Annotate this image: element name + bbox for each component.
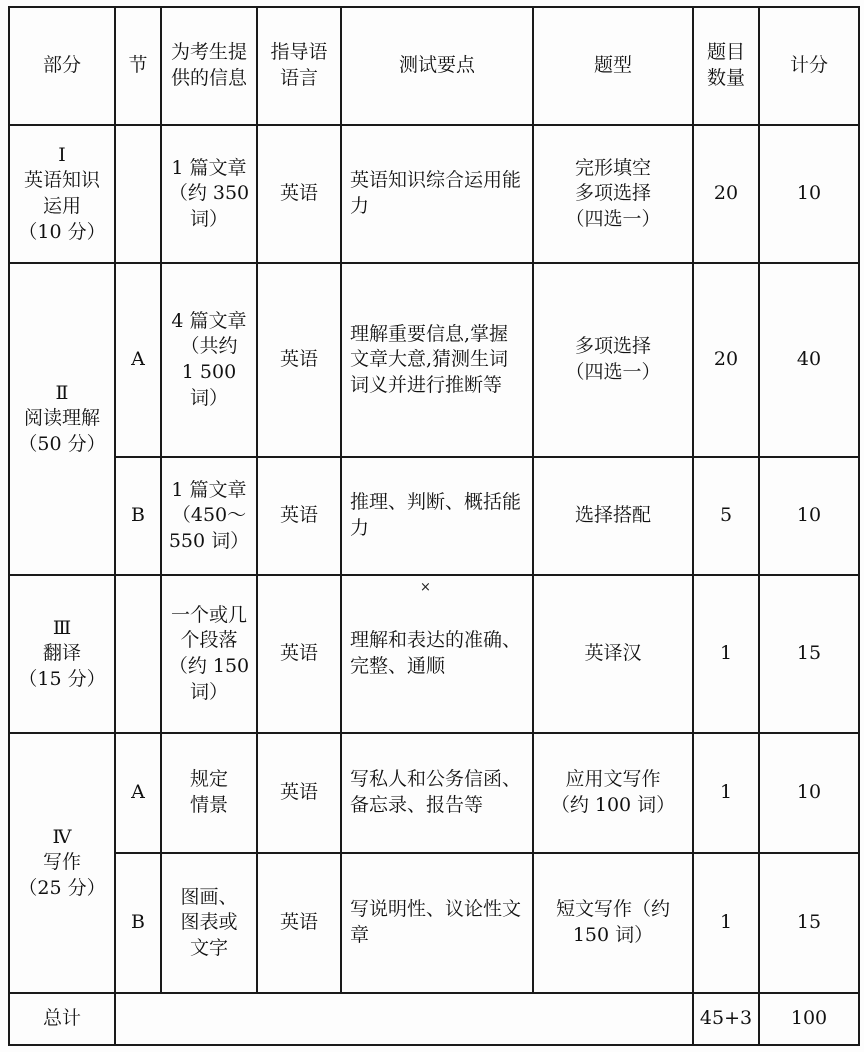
part3-language: 英语 [257, 575, 341, 733]
header-info: 为考生提 供的信息 [161, 7, 257, 125]
part4-section-b: B [115, 853, 161, 993]
part2a-language: 英语 [257, 263, 341, 457]
part3-section [115, 575, 161, 733]
part4a-type: 应用文写作 （约 100 词） [533, 733, 693, 853]
part1-score: 10 [759, 125, 859, 263]
part2b-count: 5 [693, 457, 759, 575]
part1-type: 完形填空 多项选择 （四选一） [533, 125, 693, 263]
part4b-info: 图画、 图表或 文字 [161, 853, 257, 993]
part2b-info: 1 篇文章 （450～ 550 词） [161, 457, 257, 575]
part3-score: 15 [759, 575, 859, 733]
part2b-type: 选择搭配 [533, 457, 693, 575]
part1-language: 英语 [257, 125, 341, 263]
part3-focus: 理解和表达的准确、完整、通顺 [341, 575, 533, 733]
part4b-type: 短文写作（约 150 词） [533, 853, 693, 993]
part4a-score: 10 [759, 733, 859, 853]
part2a-score: 40 [759, 263, 859, 457]
exam-structure-table [8, 6, 860, 1046]
part1-info: 1 篇文章 （约 350 词） [161, 125, 257, 263]
table-row [9, 125, 859, 263]
header-section: 节 [115, 7, 161, 125]
part3-label: Ⅲ 翻译 （15 分） [9, 575, 115, 733]
part4b-focus: 写说明性、议论性文章 [341, 853, 533, 993]
part2b-score: 10 [759, 457, 859, 575]
part2a-type: 多项选择 （四选一） [533, 263, 693, 457]
part2-section-a: A [115, 263, 161, 457]
part2b-language: 英语 [257, 457, 341, 575]
total-label: 总计 [9, 993, 115, 1045]
total-spacer [115, 993, 693, 1045]
part1-section [115, 125, 161, 263]
header-score: 计分 [759, 7, 859, 125]
header-focus: 测试要点 [341, 7, 533, 125]
part3-info: 一个或几 个段落 （约 150 词） [161, 575, 257, 733]
part4a-language: 英语 [257, 733, 341, 853]
table-row [9, 263, 859, 457]
part3-count: 1 [693, 575, 759, 733]
table-row [9, 853, 859, 993]
total-row [9, 993, 859, 1045]
table-row [9, 457, 859, 575]
part2b-focus: 推理、判断、概括能力 [341, 457, 533, 575]
header-count: 题目 数量 [693, 7, 759, 125]
part3-type: 英译汉 [533, 575, 693, 733]
part4a-info: 规定 情景 [161, 733, 257, 853]
part4a-count: 1 [693, 733, 759, 853]
part2a-focus: 理解重要信息,掌握文章大意,猜测生词词义并进行推断等 [341, 263, 533, 457]
part4-label: Ⅳ 写作 （25 分） [9, 733, 115, 993]
table-row [9, 733, 859, 853]
part1-label: Ⅰ 英语知识 运用 （10 分） [9, 125, 115, 263]
table-row [9, 575, 859, 733]
part2-label: Ⅱ 阅读理解 （50 分） [9, 263, 115, 575]
part4b-language: 英语 [257, 853, 341, 993]
part2a-count: 20 [693, 263, 759, 457]
part1-count: 20 [693, 125, 759, 263]
header-part: 部分 [9, 7, 115, 125]
part2-section-b: B [115, 457, 161, 575]
part4b-count: 1 [693, 853, 759, 993]
part4a-focus: 写私人和公务信函、备忘录、报告等 [341, 733, 533, 853]
header-instruction-language: 指导语 语言 [257, 7, 341, 125]
part1-focus: 英语知识综合运用能力 [341, 125, 533, 263]
part4b-score: 15 [759, 853, 859, 993]
stray-mark: × [420, 580, 431, 595]
total-count: 45+3 [693, 993, 759, 1045]
part4-section-a: A [115, 733, 161, 853]
part2a-info: 4 篇文章 （共约 1 500 词） [161, 263, 257, 457]
header-type: 题型 [533, 7, 693, 125]
header-row [9, 7, 859, 125]
total-score: 100 [759, 993, 859, 1045]
